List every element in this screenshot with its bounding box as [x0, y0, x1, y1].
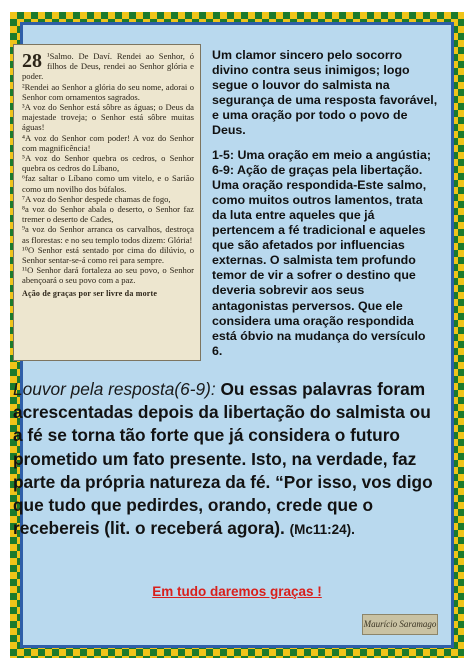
- main-body: Ou essas palavras foram acrescentadas depois da libertação do salmista ou a fé se torna tão forte que já considera o futuro prometido um fato presente. Isto, na verdade, faz parte da própria natureza da fé. “Por isso, vos digo que tudo que pedirdes, orando, crede que o recebereis (lit. o receberá agora).: [13, 379, 433, 539]
- section-heading: Louvor pela resposta(6-9):: [13, 379, 216, 399]
- psalm-verses: [22, 51, 194, 286]
- psalm-verse: ⁸a voz do Senhor abala o deserto, o Senhor faz tremer o deserto de Cades,: [22, 204, 194, 225]
- psalm-verse: ²Rendei ao Senhor a glória do seu nome, adorai o Senhor com ornamentos sagrados.: [22, 81, 194, 102]
- psalm-verse: ¹⁰O Senhor está sentado por cima do dilúvio, o Senhor sentar-se-á como rei para sempre.: [22, 244, 194, 266]
- psalm-footer: Ação de graças por ser livre da morte: [22, 288, 158, 298]
- psalm-verse: ¹Salmo. De Daví. Rendei ao Senhor, ó filhos de Deus, rendei ao Senhor glória e poder.: [22, 51, 194, 82]
- psalm-verse: ¹¹O Senhor dará fortaleza ao seu povo, o Senhor abençoará o seu povo com a paz.: [22, 265, 194, 286]
- psalm-verse: ³A voz do Senhor está sôbre as águas; o Deus da majestade troveja; o Senhor está sôbre muitas águas!: [22, 102, 194, 133]
- main-text: [13, 378, 440, 541]
- psalm-verse: ⁵A voz do Senhor quebra os cedros, o Senhor quebra os cedros do Líbano,: [22, 153, 194, 174]
- psalm-verse: ⁴A voz do Senhor com poder! A voz do Senhor com magnificência!: [22, 132, 194, 153]
- psalm-scan: [13, 44, 201, 361]
- scripture-reference: (Mc11:24).: [289, 522, 355, 538]
- commentary-analysis: 1-5: Uma oração em meio a angústia; 6-9: Ação de graças pela libertação. Uma oração respondida-Este salmo, como muitos outros lamentos, trata da luta entre aqueles que já pertencem a fé tradicional e aqueles que são afetados por influencias externas. O salmista tem profundo temor de vir a sofrer o destino que deveria sobrevir aos seus antagonistas perversos. Que ele considera uma oração respondida está óbvio na mudança do versículo 6.: [212, 147, 431, 358]
- closing-line: Em tudo daremos graças !: [152, 584, 322, 599]
- psalm-verse: ⁶faz saltar o Líbano como um vitelo, e o Sarião como um novilho dos búfalos.: [22, 173, 194, 194]
- psalm-verse: ⁷A voz do Senhor despede chamas de fogo,: [22, 193, 171, 204]
- commentary-column: [212, 48, 438, 368]
- signature-stamp: Maurício Saramago: [362, 614, 438, 635]
- psalm-number: 28: [22, 50, 42, 72]
- commentary-intro: Um clamor sincero pelo socorro divino contra seus inimigos; logo segue o louvor do salmista na segurança de uma resposta favorável, e uma oração por todo o povo de Deus.: [212, 48, 438, 138]
- psalm-verse: ⁹a voz do Senhor arranca os carvalhos, destroça as florestas: e no seu templo todos dizem: Glória!: [22, 224, 194, 245]
